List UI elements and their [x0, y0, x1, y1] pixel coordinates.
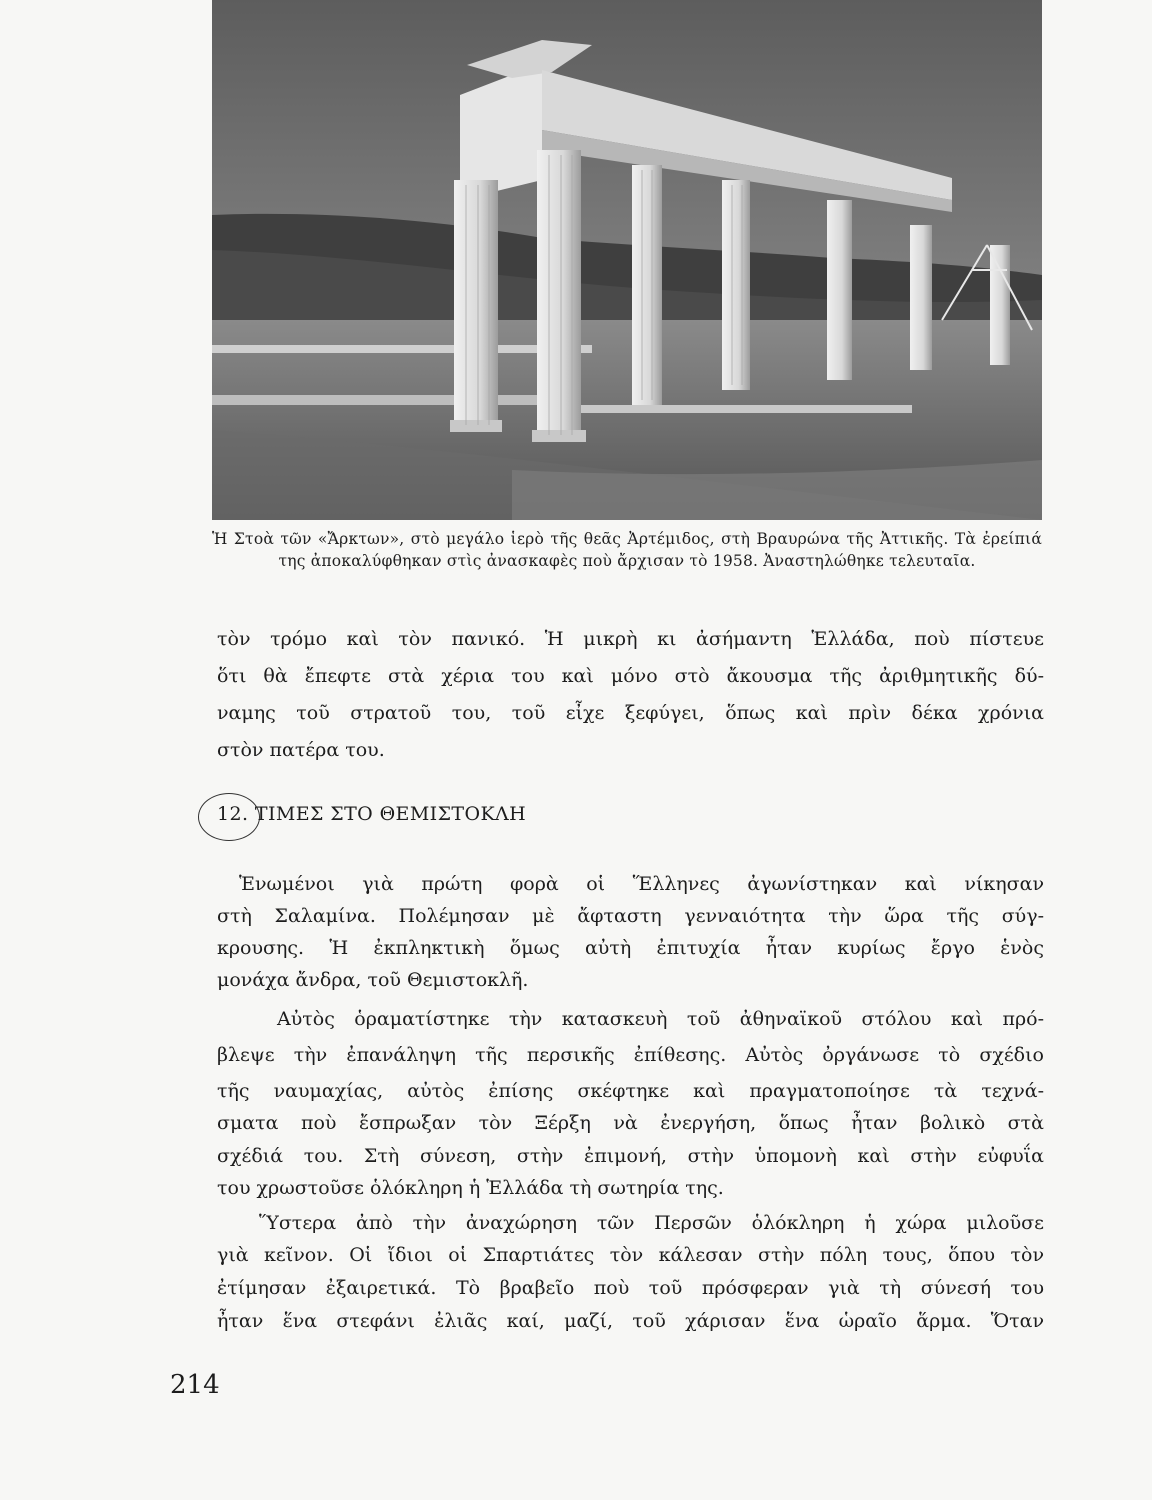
- para1-line-3: κρουσης. Ἡ ἐκπληκτικὴ ὅμως αὐτὴ ἐπιτυχία ἦταν κυρίως ἔργο ἑνὸς: [217, 937, 1044, 959]
- para1-line-4: μονάχα ἄνδρα, τοῦ Θεμιστοκλῆ.: [217, 969, 529, 991]
- section-heading: [217, 803, 526, 825]
- para2-line-5: σχέδιά του. Στὴ σύνεση, στὴν ἐπιμονή, στὴν ὑπομονὴ καὶ στὴν εὐφυΐα: [217, 1145, 1044, 1167]
- intro-line-3: ναμης τοῦ στρατοῦ του, τοῦ εἶχε ξεφύγει, ὅπως καὶ πρὶν δέκα χρόνια: [217, 702, 1044, 724]
- page-number: 214: [170, 1370, 220, 1400]
- section-number: 12.: [217, 803, 249, 825]
- para3-line-4: ἦταν ἕνα στεφάνι ἐλιᾶς καί, μαζί, τοῦ χάρισαν ἕνα ὡραῖο ἅρμα. Ὅταν: [217, 1310, 1044, 1332]
- para2-line-6: του χρωστοῦσε ὁλόκληρη ἡ Ἑλλάδα τὴ σωτηρία της.: [217, 1177, 724, 1199]
- para2-line-3: τῆς ναυμαχίας, αὐτὸς ἐπίσης σκέφτηκε καὶ πραγματοποίησε τὰ τεχνά-: [217, 1080, 1044, 1102]
- intro-line-1: τὸν τρόμο καὶ τὸν πανικό. Ἡ μικρὴ κι ἀσήμαντη Ἑλλάδα, ποὺ πίστευε: [217, 628, 1044, 650]
- para2-line-4: σματα ποὺ ἔσπρωξαν τὸν Ξέρξη νὰ ἐνεργήση, ὅπως ἦταν βολικὸ στὰ: [217, 1112, 1044, 1134]
- para3-line-2: γιὰ κεῖνον. Οἱ ἴδιοι οἱ Σπαρτιάτες τὸν κάλεσαν στὴν πόλη τους, ὅπου τὸν: [217, 1244, 1044, 1266]
- stoa-of-the-bears-photo: [212, 0, 1042, 520]
- para3-line-3: ἐτίμησαν ἐξαιρετικά. Τὸ βραβεῖο ποὺ τοῦ πρόσφεραν γιὰ τὴ σύνεσή του: [217, 1277, 1044, 1299]
- para3-line-1: Ὕστερα ἀπὸ τὴν ἀναχώρηση τῶν Περσῶν ὁλόκληρη ἡ χώρα μιλοῦσε: [259, 1212, 1044, 1234]
- intro-line-4: στὸν πατέρα του.: [217, 739, 385, 761]
- intro-line-2: ὅτι θὰ ἔπεφτε στὰ χέρια του καὶ μόνο στὸ ἄκουσμα τῆς ἀριθμητικῆς δύ-: [217, 665, 1044, 687]
- photo-drawing: [212, 0, 1042, 520]
- para2-line-1: Αὐτὸς ὁραματίστηκε τὴν κατασκευὴ τοῦ ἀθηναϊκοῦ στόλου καὶ πρό-: [277, 1008, 1044, 1030]
- section-title: ΤΙΜΕΣ ΣΤΟ ΘΕΜΙΣΤΟΚΛΗ: [254, 803, 527, 825]
- para1-line-1: Ἑνωμένοι γιὰ πρώτη φορὰ οἱ Ἕλληνες ἀγωνίστηκαν καὶ νίκησαν: [239, 873, 1044, 895]
- photo-caption: Ἡ Στοὰ τῶν «Ἄρκτων», στὸ μεγάλο ἱερὸ τῆς θεᾶς Ἀρτέμιδος, στὴ Βραυρώνα τῆς Ἀττικῆς. Τὰ ἐρείπιά της ἀποκαλύφθηκαν στὶς ἀνασκαφὲς ποὺ ἄρχισαν τὸ 1958. Ἀναστηλώθηκε τελευταῖα.: [212, 530, 1042, 570]
- para2-line-2: βλεψε τὴν ἐπανάληψη τῆς περσικῆς ἐπίθεσης. Αὐτὸς ὀργάνωσε τὸ σχέδιο: [217, 1044, 1044, 1066]
- para1-line-2: στὴ Σαλαμίνα. Πολέμησαν μὲ ἄφταστη γενναιότητα τὴν ὥρα τῆς σύγ-: [217, 905, 1044, 927]
